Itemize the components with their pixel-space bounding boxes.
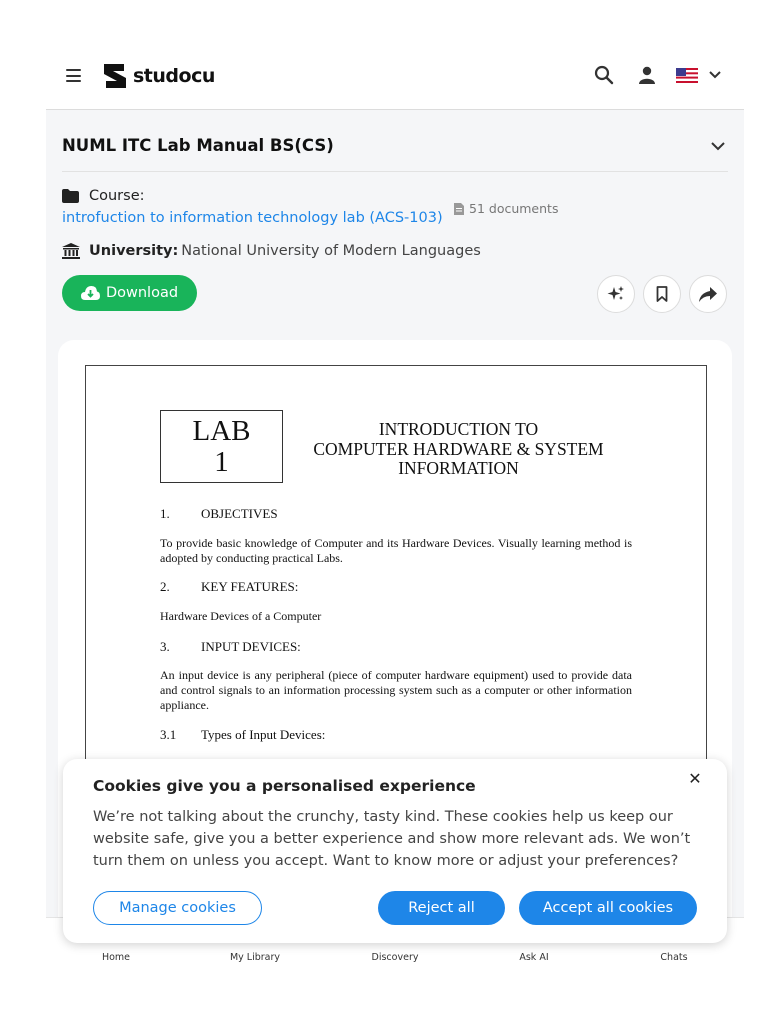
section-heading — [160, 579, 298, 595]
document-count-text: 51 documents — [469, 201, 559, 216]
cloud-download-icon — [81, 286, 100, 300]
section-title: INPUT DEVICES: — [201, 639, 301, 654]
course-label: Course: — [89, 188, 145, 204]
nav-my-library[interactable] — [215, 952, 295, 963]
input-devices-text: An input device is any peripheral (piece of computer hardware equipment) used to provide data and control signals to an information processing system such as a computer or other information appliance. — [160, 668, 632, 712]
section-heading — [160, 639, 301, 655]
section-title: OBJECTIVES — [201, 506, 278, 521]
nav-ask-ai-label: Ask AI — [519, 952, 549, 963]
section-heading — [160, 727, 325, 743]
search-icon[interactable] — [594, 65, 614, 85]
objectives-text: To provide basic knowledge of Computer and its Hardware Devices. Visually learning method is adopted by conducting practical Labs. — [160, 536, 632, 565]
section-heading — [160, 506, 278, 522]
accept-all-cookies-button[interactable]: Accept all cookies — [519, 891, 697, 925]
nav-home[interactable] — [76, 952, 156, 963]
university-row — [62, 243, 481, 259]
cookie-body: We’re not talking about the crunchy, tasty kind. These cookies help us keep our website safe, give you a better experience and show more relevant ads. We won’t turn them on unless you accept. Want to know more or adjust your preferences? — [93, 809, 691, 869]
document-icon — [454, 203, 464, 215]
download-button[interactable] — [62, 275, 197, 311]
cookie-banner — [63, 759, 727, 943]
lab-number-box — [160, 410, 283, 483]
university-name[interactable]: National University of Modern Languages — [181, 243, 481, 259]
share-icon — [699, 287, 717, 302]
section-title: Types of Input Devices: — [201, 727, 326, 742]
cookie-title: Cookies give you a personalised experience — [93, 777, 476, 795]
top-bar — [46, 40, 744, 110]
share-button[interactable] — [689, 275, 727, 313]
lab-heading — [291, 420, 626, 479]
us-flag-icon[interactable] — [676, 68, 698, 83]
menu-icon[interactable] — [66, 69, 81, 82]
university-icon — [62, 243, 80, 259]
nav-my-library-label: My Library — [229, 952, 281, 963]
section-title: KEY FEATURES: — [201, 579, 299, 594]
studocu-logo-icon — [100, 61, 130, 91]
bookmark-button[interactable] — [643, 275, 681, 313]
chevron-down-icon[interactable] — [708, 70, 722, 80]
nav-discovery-label: Discovery — [371, 952, 419, 963]
section-number: 2. — [160, 579, 170, 594]
section-number: 3.1 — [160, 727, 177, 742]
university-label: University: — [89, 243, 179, 259]
reject-all-button[interactable]: Reject all — [378, 891, 505, 925]
user-icon[interactable] — [637, 65, 657, 85]
studocu-logo[interactable] — [100, 61, 215, 91]
section-number: 3. — [160, 639, 170, 654]
nav-home-label: Home — [101, 952, 131, 963]
course-label-row — [62, 188, 145, 204]
key-features-text: Hardware Devices of a Computer — [160, 609, 322, 623]
document-count — [454, 201, 558, 216]
bookmark-icon — [656, 286, 668, 302]
lab-word: LAB — [192, 415, 251, 447]
close-icon[interactable]: ✕ — [688, 769, 702, 788]
nav-ask-ai[interactable] — [494, 952, 574, 963]
heading-line: COMPUTER HARDWARE & SYSTEM — [313, 438, 604, 459]
expand-chevron-icon[interactable] — [710, 140, 726, 152]
document-title: NUML ITC Lab Manual BS(CS) — [62, 136, 334, 155]
divider — [62, 171, 728, 172]
nav-chats[interactable] — [634, 952, 714, 963]
folder-icon — [62, 189, 79, 203]
nav-chats-label: Chats — [660, 952, 688, 963]
section-number: 1. — [160, 506, 170, 521]
sparkle-icon — [607, 285, 625, 303]
lab-number: 1 — [214, 446, 229, 478]
nav-discovery[interactable] — [355, 952, 435, 963]
heading-line: INFORMATION — [398, 458, 519, 478]
download-label: Download — [105, 285, 179, 301]
ai-sparkle-button[interactable] — [597, 275, 635, 313]
course-link[interactable]: introfuction to information technology lab (ACS-103) — [62, 210, 443, 226]
manage-cookies-button[interactable]: Manage cookies — [93, 891, 262, 925]
heading-line: INTRODUCTION TO — [378, 419, 539, 439]
brand-name: studocu — [133, 65, 215, 87]
